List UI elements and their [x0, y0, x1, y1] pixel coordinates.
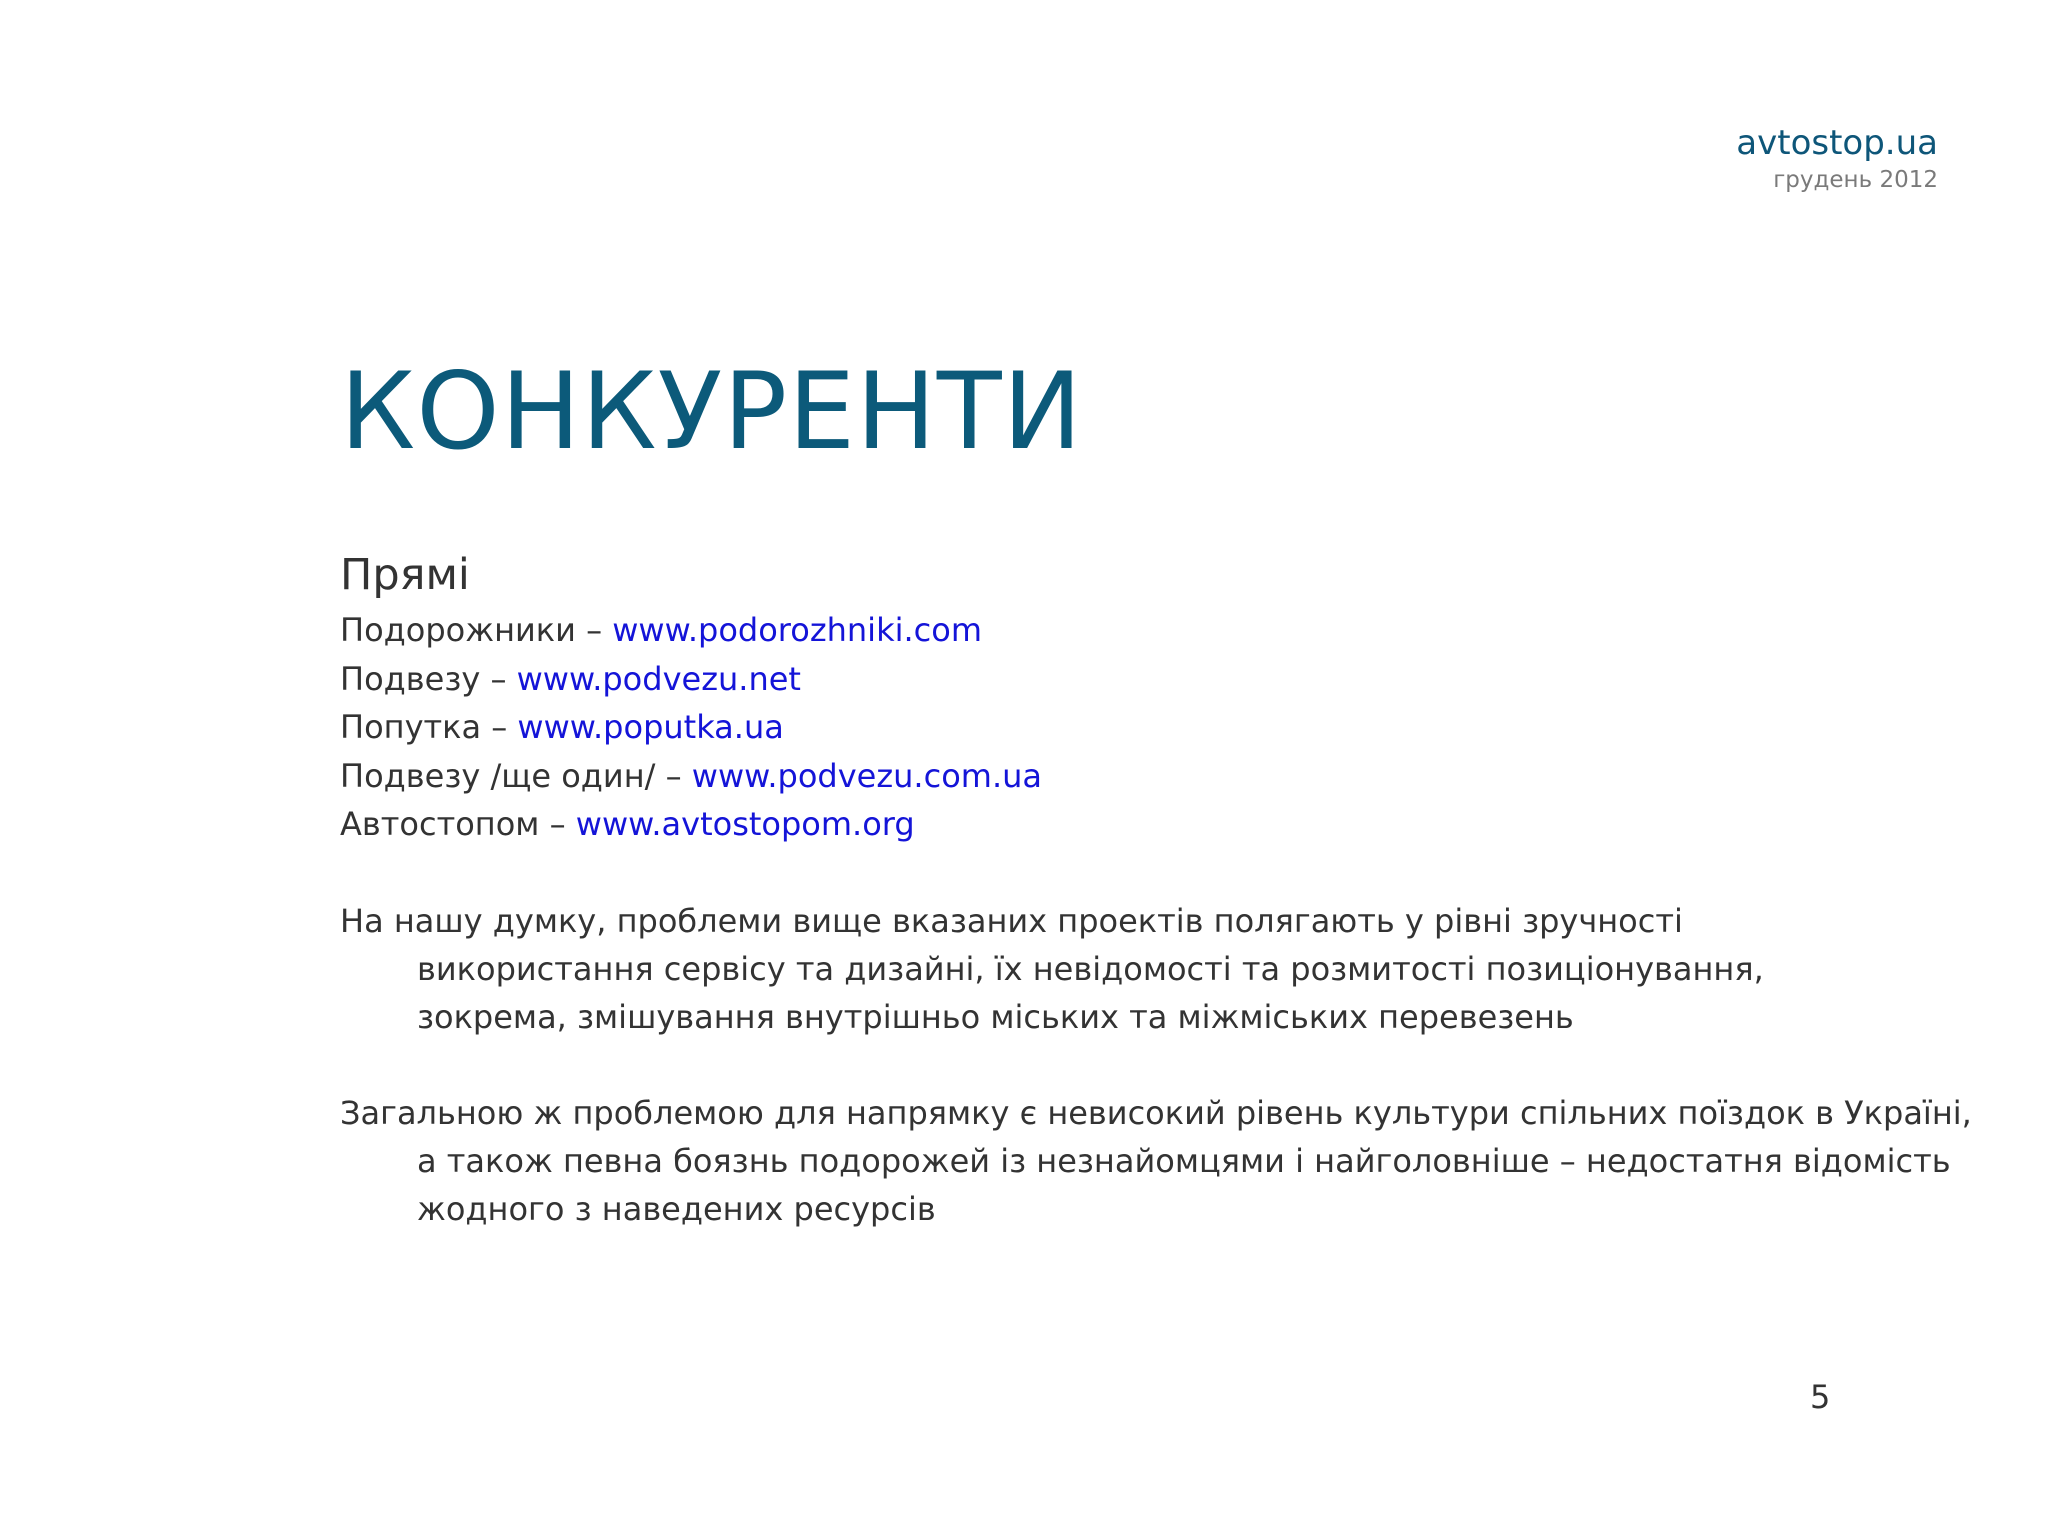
slide-content [340, 546, 1972, 1233]
brand-site: avtostop.ua [1736, 123, 1938, 163]
competitor-item [340, 703, 1900, 752]
competitor-name: Попутка – [340, 708, 518, 746]
brand-block [1736, 122, 1938, 196]
brand-date: грудень 2012 [1773, 167, 1938, 193]
competitor-list [340, 606, 1900, 849]
direct-competitors-heading: Прямі [340, 550, 470, 600]
analysis-paragraph: На нашу думку, проблеми вище вказаних проектів полягають у рівні зручності використання сервісу та дизайні, їх невідомості та розмитості позиціонування, зокрема, змішування внутрішньо міських та міжміських перевезень [340, 901, 1764, 1036]
competitor-link[interactable]: www.poputka.ua [517, 708, 784, 746]
competitor-name: Подвезу /ще один/ – [340, 756, 692, 795]
page-number: 5 [1810, 1378, 1831, 1416]
competitor-name: Автостопом – [340, 805, 576, 843]
competitor-link[interactable]: www.podvezu.net [516, 659, 801, 698]
competitor-link[interactable]: www.avtostopom.org [575, 805, 915, 843]
competitor-item [340, 606, 1900, 655]
competitor-name: Подвезу – [340, 659, 517, 698]
competitor-name: Подорожники – [340, 611, 613, 649]
competitor-item [340, 752, 1900, 801]
general-problem-paragraph: Загальною ж проблемою для напрямку є невисокий рівень культури спільних поїздок в Україні, а також певна боязнь подорожей із незнайомцями і найголовніше – недостатня відомість жодного з наведених ресурсів [340, 1093, 1972, 1228]
competitor-item [340, 655, 1900, 704]
slide-title: КОНКУРЕНТИ [340, 350, 1083, 473]
competitor-link[interactable]: www.podorozhniki.com [612, 611, 982, 649]
competitor-link[interactable]: www.podvezu.com.ua [691, 756, 1042, 795]
competitor-item [340, 800, 1900, 849]
